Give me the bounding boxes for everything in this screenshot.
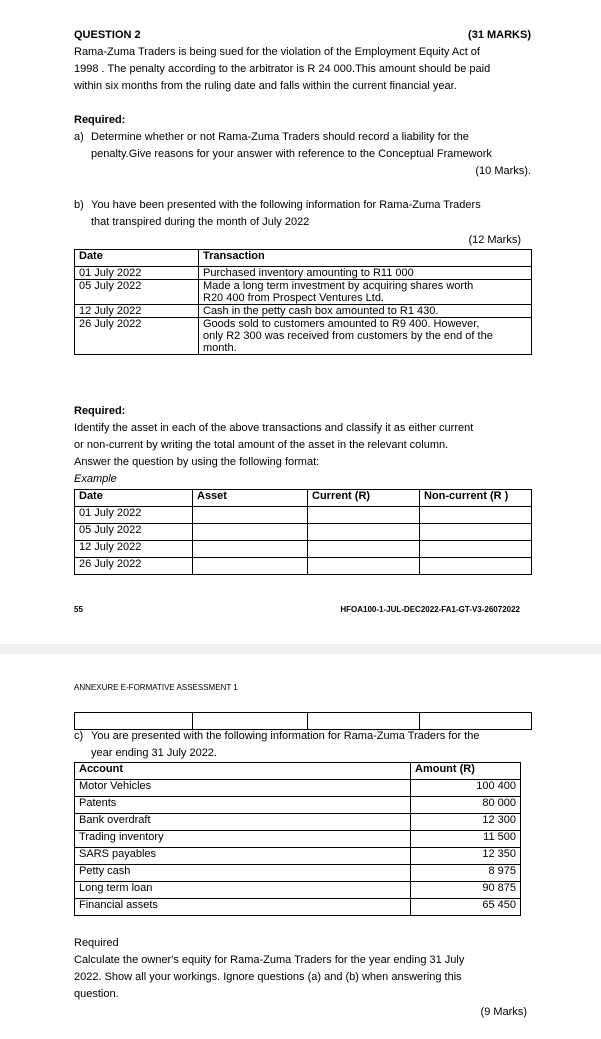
page-2 [0,654,601,1039]
table-row [75,507,532,524]
account-amount: 80 000 [411,797,521,814]
account-name: Bank overdraft [75,814,411,831]
final-instruction-line-2: 2022. Show all your workings. Ignore questions (a) and (b) when answering this [74,971,462,983]
table-row [75,899,521,916]
row-transaction: Made a long term investment by acquiring shares worth R20 400 from Prospect Ventures Ltd. [199,280,532,305]
part-a-line-2: penalty.Give reasons for your answer with reference to the Conceptual Framework [91,148,492,160]
intro-line-2: 1998 . The penalty according to the arbitrator is R 24 000.This amount should be paid [74,63,491,75]
account-name: Financial assets [75,899,411,916]
required-label: Required: [74,114,126,126]
table-row [75,267,532,280]
document-code: HFOA100-1-JUL-DEC2022-FA1-GT-V3-26072022 [340,605,520,614]
th-noncurrent: Non-current (R ) [420,490,532,507]
th-date: Date [75,250,199,267]
accounts-table [74,762,521,916]
row-transaction: Goods sold to customers amounted to R9 400. However, only R2 300 was received from customers by the end of the month. [199,318,532,355]
th-asset: Asset [193,490,308,507]
row-transaction: Cash in the petty cash box amounted to R1 430. [199,305,532,318]
row-date: 26 July 2022 [75,318,199,355]
required-label-3: Required [74,937,119,949]
table-row [75,558,532,575]
row-transaction: Purchased inventory amounting to R11 000 [199,267,532,280]
table-row [75,780,521,797]
account-name: Patents [75,797,411,814]
format-date: 05 July 2022 [75,524,193,541]
format-date: 01 July 2022 [75,507,193,524]
account-name: Trading inventory [75,831,411,848]
table-row [75,524,532,541]
part-c-letter: c) [74,730,84,742]
account-amount: 12 350 [411,848,521,865]
part-a-line-1: Determine whether or not Rama-Zuma Traders should record a liability for the [91,131,469,143]
account-amount: 11 500 [411,831,521,848]
part-b-letter: b) [74,199,84,211]
row-date: 05 July 2022 [75,280,199,305]
intro-line-3: within six months from the ruling date and falls within the current financial year. [74,80,457,92]
instruction-line-1: Identify the asset in each of the above transactions and classify it as either current [74,422,474,434]
part-b-marks: (12 Marks) [468,234,521,246]
instruction-line-3: Answer the question by using the following format: [74,456,320,468]
table-row [75,865,521,882]
table-row [75,280,532,305]
final-instruction-line-3: question. [74,988,119,1000]
th-amount: Amount (R) [411,763,521,780]
part-c-line-2: year ending 31 July 2022. [91,747,217,759]
table-row [75,848,521,865]
th-transaction: Transaction [199,250,532,267]
table-row [75,541,532,558]
table-row [75,882,521,899]
account-amount: 100 400 [411,780,521,797]
instruction-line-2: or non-current by writing the total amount of the asset in the relevant column. [74,439,449,451]
row-date: 01 July 2022 [75,267,199,280]
part-b-line-1: You have been presented with the following information for Rama-Zuma Traders [91,199,481,211]
table-row [75,831,521,848]
account-name: SARS payables [75,848,411,865]
th-current: Current (R) [308,490,420,507]
final-instruction-line-1: Calculate the owner's equity for Rama-Zuma Traders for the year ending 31 July [74,954,465,966]
question-marks: (31 MARKS) [468,29,531,41]
required-label-2: Required: [74,405,126,417]
th-account: Account [75,763,411,780]
transactions-table [74,249,532,355]
account-amount: 12 300 [411,814,521,831]
table-row [75,305,532,318]
th-date: Date [75,490,193,507]
format-date: 26 July 2022 [75,558,193,575]
format-table [74,489,532,575]
account-amount: 8 975 [411,865,521,882]
table-row [75,814,521,831]
account-amount: 65 450 [411,899,521,916]
row-date: 12 July 2022 [75,305,199,318]
page-number: 55 [74,605,83,614]
part-c-line-1: You are presented with the following information for Rama-Zuma Traders for the [91,730,480,742]
part-b-line-2: that transpired during the month of July 2022 [91,216,310,228]
part-a-letter: a) [74,131,84,143]
table-row [75,797,521,814]
format-date: 12 July 2022 [75,541,193,558]
account-name: Long term loan [75,882,411,899]
account-name: Petty cash [75,865,411,882]
account-amount: 90 875 [411,882,521,899]
table-row [75,318,532,355]
question-title: QUESTION 2 [74,29,141,41]
part-c-marks: (9 Marks) [480,1006,527,1018]
intro-line-1: Rama-Zuma Traders is being sued for the violation of the Employment Equity Act of [74,46,480,58]
account-name: Motor Vehicles [75,780,411,797]
example-label: Example [74,473,117,485]
part-a-marks: (10 Marks). [475,165,531,177]
annexure-header: ANNEXURE E-FORMATIVE ASSESSMENT 1 [74,683,238,692]
